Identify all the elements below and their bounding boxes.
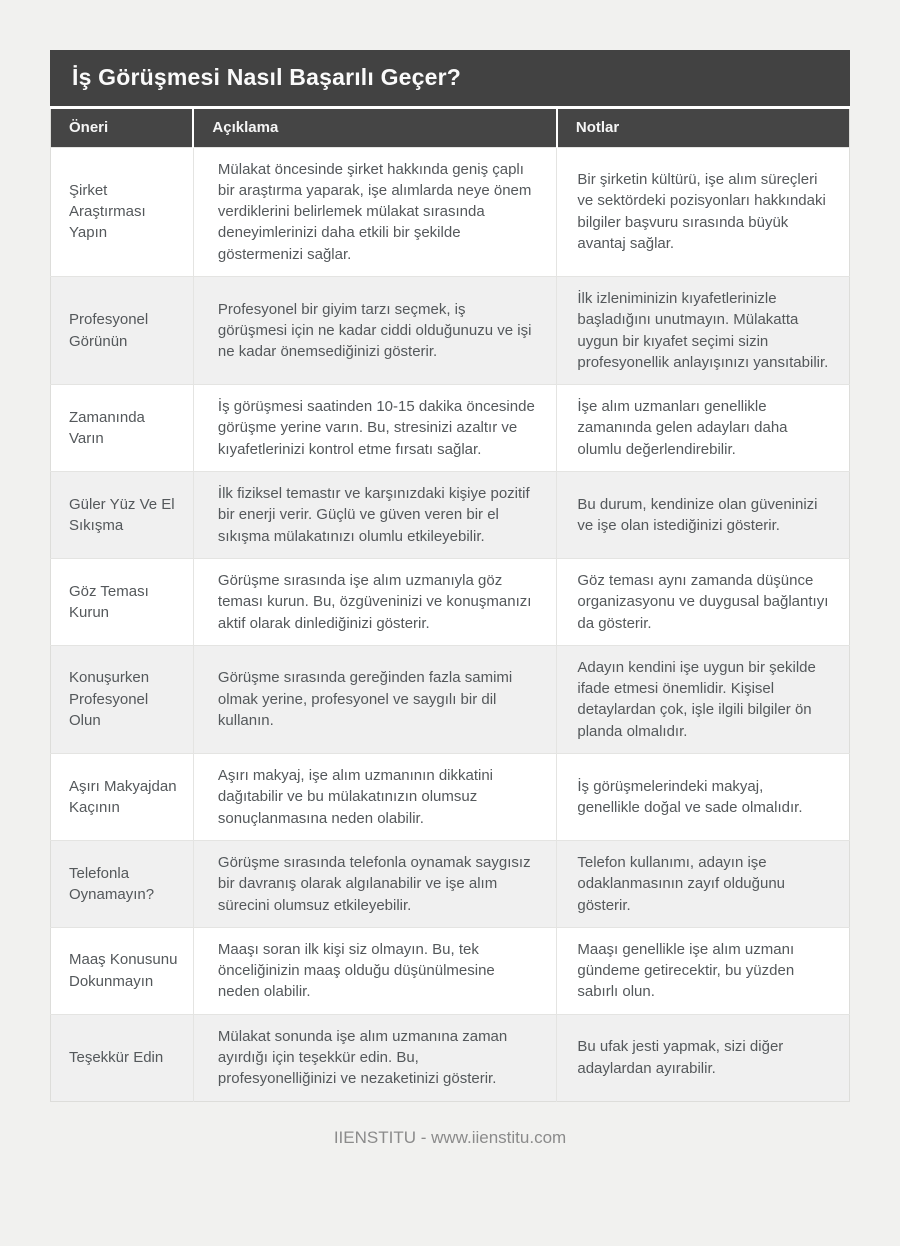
notes-cell: İşe alım uzmanları genellikle zamanında gelen adayları daha olumlu değerlendirebilir. — [557, 385, 850, 472]
notes-cell: Bu ufak jesti yapmak, sizi diğer adaylardan ayırabilir. — [557, 1014, 850, 1101]
description-cell: Görüşme sırasında telefonla oynamak saygısız bir davranış olarak algılanabilir ve işe alım sürecini olumsuz etkileyebilir. — [193, 840, 556, 927]
tips-table — [50, 109, 850, 1102]
table-row — [51, 558, 850, 645]
notes-cell: Göz teması aynı zamanda düşünce organizasyonu ve duygusal bağlantıyı da gösterir. — [557, 558, 850, 645]
suggestion-cell: Profesyonel Görünün — [51, 276, 194, 384]
description-cell: Maaşı soran ilk kişi siz olmayın. Bu, tek önceliğinizin maaş olduğu düşünülmesine neden olabilir. — [193, 927, 556, 1014]
table-row — [51, 1014, 850, 1101]
suggestion-cell: Aşırı Makyajdan Kaçının — [51, 754, 194, 841]
suggestion-cell: Güler Yüz Ve El Sıkışma — [51, 472, 194, 559]
suggestion-cell: Zamanında Varın — [51, 385, 194, 472]
table-row — [51, 840, 850, 927]
notes-cell: İlk izleniminizin kıyafetlerinizle başladığını unutmayın. Mülakatta uygun bir kıyafet seçimi sizin profesyonellik anlayışınızı yansıtabilir. — [557, 276, 850, 384]
suggestion-cell: Konuşurken Profesyonel Olun — [51, 645, 194, 753]
description-cell: Aşırı makyaj, işe alım uzmanının dikkatini dağıtabilir ve bu mülakatınızın olumsuz sonuçlanmasına neden olabilir. — [193, 754, 556, 841]
table-row — [51, 472, 850, 559]
notes-cell: Bir şirketin kültürü, işe alım süreçleri ve sektördeki pozisyonları hakkındaki bilgiler başvuru sırasında büyük avantaj sağlar. — [557, 147, 850, 276]
suggestion-cell: Maaş Konusunu Dokunmayın — [51, 927, 194, 1014]
table-row — [51, 385, 850, 472]
page-title: İş Görüşmesi Nasıl Başarılı Geçer? — [50, 50, 850, 106]
table-row — [51, 276, 850, 384]
description-cell: Profesyonel bir giyim tarzı seçmek, iş görüşmesi için ne kadar ciddi olduğunuzu ve işi ne kadar önemsediğinizi gösterir. — [193, 276, 556, 384]
notes-cell: Maaşı genellikle işe alım uzmanı gündeme getirecektir, bu yüzden sabırlı olun. — [557, 927, 850, 1014]
suggestion-cell: Telefonla Oynamayın? — [51, 840, 194, 927]
content-card — [50, 50, 850, 1102]
notes-cell: Telefon kullanımı, adayın işe odaklanmasının zayıf olduğunu gösterir. — [557, 840, 850, 927]
column-header-aciklama: Açıklama — [193, 109, 556, 147]
suggestion-cell: Teşekkür Edin — [51, 1014, 194, 1101]
footer-credit: IIENSTITU - www.iienstitu.com — [333, 1127, 567, 1147]
table-row — [51, 147, 850, 276]
suggestion-cell: Şirket Araştırması Yapın — [51, 147, 194, 276]
description-cell: Görüşme sırasında işe alım uzmanıyla göz teması kurun. Bu, özgüveninizi ve konuşmanızı aktif olarak dinlediğinizi gösterir. — [193, 558, 556, 645]
table-header-row — [51, 109, 850, 147]
notes-cell: Adayın kendini işe uygun bir şekilde ifade etmesi önemlidir. Kişisel detaylardan çok, işle ilgili bilgiler ön planda olmalıdır. — [557, 645, 850, 753]
column-header-oneri: Öneri — [51, 109, 194, 147]
column-header-notlar: Notlar — [557, 109, 850, 147]
description-cell: Mülakat sonunda işe alım uzmanına zaman ayırdığı için teşekkür edin. Bu, profesyonelliğinizi ve nezaketinizi gösterir. — [193, 1014, 556, 1101]
notes-cell: Bu durum, kendinize olan güveninizi ve işe olan istediğinizi gösterir. — [557, 472, 850, 559]
table-row — [51, 754, 850, 841]
description-cell: Mülakat öncesinde şirket hakkında geniş çaplı bir araştırma yaparak, işe alımlarda neye önem verdiklerini belirlemek mülakat sırasında deneyimlerinizi daha etkili bir şekilde göstermenizi sağlar. — [193, 147, 556, 276]
suggestion-cell: Göz Teması Kurun — [51, 558, 194, 645]
table-row — [51, 645, 850, 753]
table-row — [51, 927, 850, 1014]
description-cell: İlk fiziksel temastır ve karşınızdaki kişiye pozitif bir enerji verir. Güçlü ve güven veren bir el sıkışma mülakatınızı olumlu etkileyebilir. — [193, 472, 556, 559]
notes-cell: İş görüşmelerindeki makyaj, genellikle doğal ve sade olmalıdır. — [557, 754, 850, 841]
description-cell: Görüşme sırasında gereğinden fazla samimi olmak yerine, profesyonel ve saygılı bir dil kullanın. — [193, 645, 556, 753]
description-cell: İş görüşmesi saatinden 10-15 dakika öncesinde görüşme yerine varın. Bu, stresinizi azaltır ve kıyafetlerinizi kontrol etme fırsatı sağlar. — [193, 385, 556, 472]
